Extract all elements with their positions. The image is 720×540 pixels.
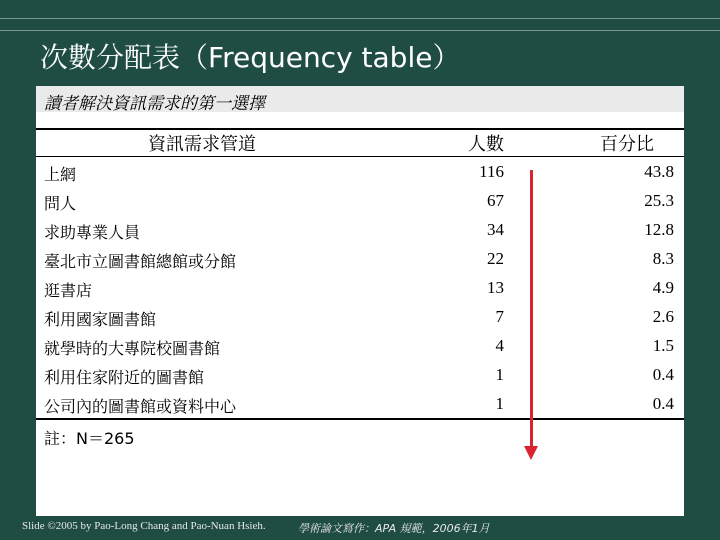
- row-category: 利用住家附近的圖書館: [44, 368, 205, 387]
- row-percent: 25.3: [644, 191, 674, 210]
- row-count: 1: [495, 394, 504, 413]
- content-panel: [36, 86, 684, 516]
- row-count: 34: [487, 220, 504, 239]
- row-percent: 43.8: [644, 162, 674, 181]
- row-category: 問人: [44, 194, 77, 213]
- row-count: 4: [495, 336, 504, 355]
- table-top-rule: [36, 128, 684, 130]
- row-count: 1: [495, 365, 504, 384]
- row-count: 116: [479, 162, 504, 181]
- row-percent: 2.6: [652, 307, 674, 326]
- row-percent: 0.4: [652, 365, 674, 384]
- red-arrow-line: [530, 170, 533, 448]
- row-count: 13: [487, 278, 504, 297]
- table-bottom-rule: [36, 418, 684, 420]
- slide-title: 次數分配表（Frequency table）: [40, 41, 461, 74]
- red-arrow-head-icon: [524, 446, 538, 460]
- row-percent: 0.4: [652, 394, 674, 413]
- header-category: 資訊需求管道: [148, 134, 256, 155]
- row-count: 7: [495, 307, 504, 326]
- row-percent: 8.3: [652, 249, 674, 268]
- footer-copyright: Slide ©2005 by Pao-Long Chang and Pao-Nuan Hsieh.: [22, 520, 266, 532]
- table-subtitle: 讀者解決資訊需求的第一選擇: [44, 94, 265, 114]
- row-count: 22: [487, 249, 504, 268]
- header-count: 人數: [468, 134, 504, 155]
- row-category: 上網: [44, 165, 77, 184]
- row-category: 求助專業人員: [44, 223, 141, 242]
- row-percent: 4.9: [652, 278, 674, 297]
- row-category: 利用國家圖書館: [44, 310, 157, 329]
- row-percent: 1.5: [652, 336, 674, 355]
- title-bar: [0, 0, 720, 86]
- header-percent: 百分比: [600, 134, 654, 155]
- header-rule: [36, 156, 684, 157]
- row-category: 公司內的圖書館或資料中心: [44, 397, 237, 416]
- row-percent: 12.8: [644, 220, 674, 239]
- row-category: 臺北市立圖書館總館或分館: [44, 252, 237, 271]
- subtitle-strip: [36, 86, 684, 112]
- row-category: 就學時的大專院校圖書館: [44, 339, 221, 358]
- row-count: 67: [487, 191, 504, 210]
- row-category: 逛書店: [44, 281, 93, 300]
- table-note: 註：N＝265: [44, 429, 135, 448]
- footer-source: 學術論文寫作：APA 規範，2006年1月: [298, 522, 490, 535]
